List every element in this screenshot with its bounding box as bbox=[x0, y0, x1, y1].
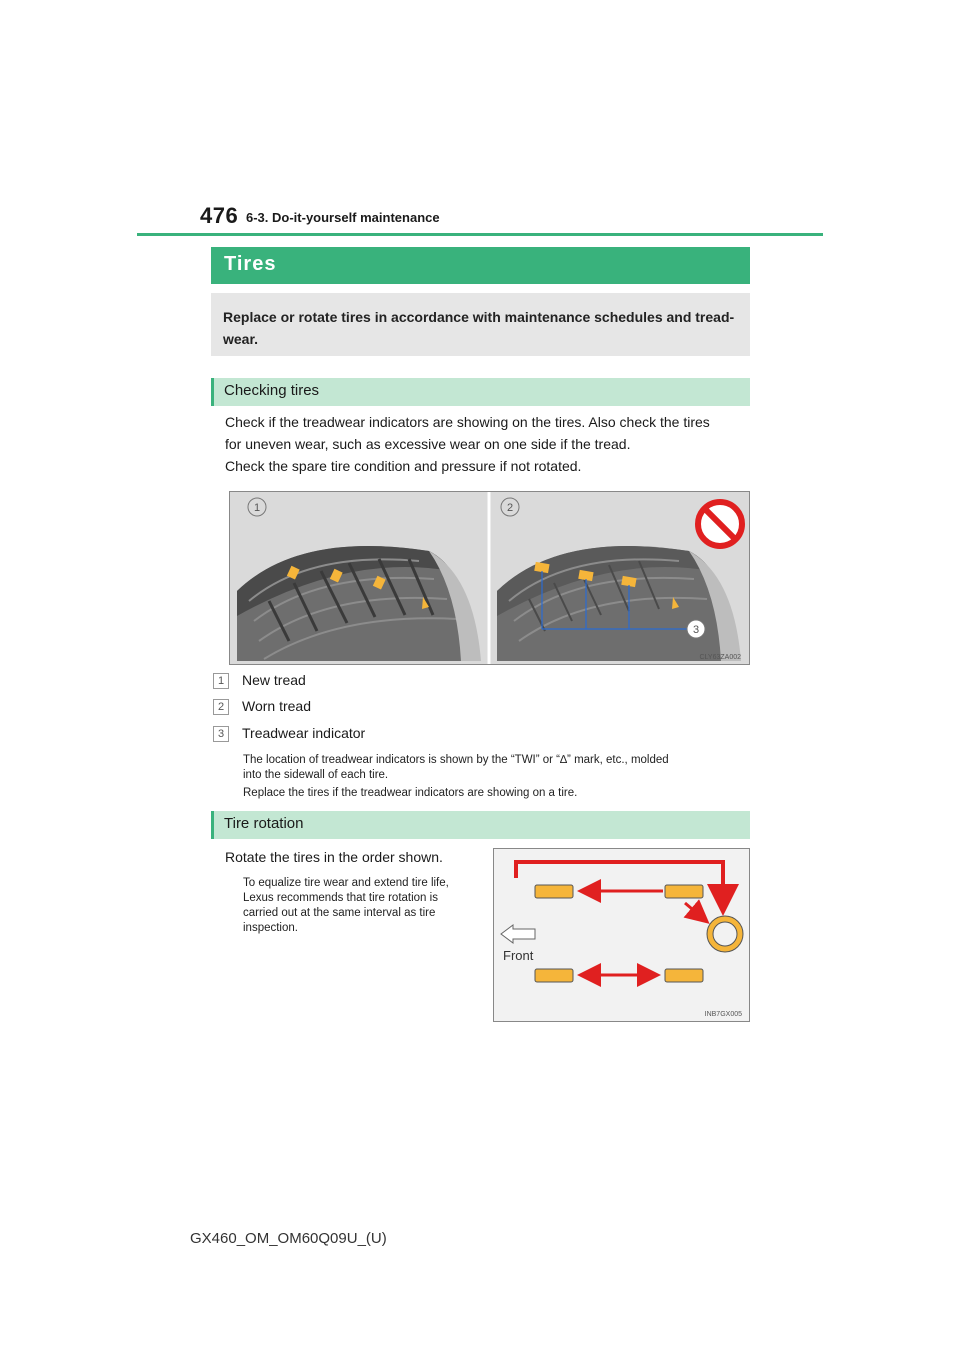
rotation-note-line-4: inspection. bbox=[243, 922, 298, 934]
page-title: Tires bbox=[224, 253, 277, 275]
rotation-text: Rotate the tires in the order shown. bbox=[225, 849, 443, 865]
checking-text-line-3: Check the spare tire condition and pressure if not rotated. bbox=[225, 458, 582, 474]
page-number: 476 bbox=[200, 203, 239, 228]
subheading-tire-rotation-label: Tire rotation bbox=[224, 815, 304, 832]
rotation-note-line-1: To equalize tire wear and extend tire life, bbox=[243, 877, 449, 889]
front-right-tire bbox=[535, 969, 573, 982]
note-line-1: The location of treadwear indicators is shown by the “TWI” or “∆” mark, etc., molded bbox=[243, 754, 669, 766]
front-label: Front bbox=[503, 948, 534, 963]
footer-document-code: GX460_OM_OM60Q09U_(U) bbox=[190, 1230, 387, 1247]
checking-text-line-1: Check if the treadwear indicators are showing on the tires. Also check the tires bbox=[225, 414, 710, 430]
legend-label-treadwear-indicator: Treadwear indicator bbox=[242, 725, 366, 741]
note-line-3: Replace the tires if the treadwear indicators are showing on a tire. bbox=[243, 787, 578, 799]
rotation-figure bbox=[493, 848, 750, 1022]
rotation-figure-code: INB7GX005 bbox=[704, 1011, 742, 1018]
legend-num-1: 1 bbox=[213, 673, 229, 689]
intro-text: Replace or rotate tires in accordance with maintenance schedules and tread-wear. bbox=[223, 309, 735, 347]
rotation-note-line-2: Lexus recommends that tire rotation is bbox=[243, 892, 438, 904]
subheading-checking-tires bbox=[211, 378, 750, 406]
front-left-tire bbox=[535, 885, 573, 898]
header-rule bbox=[137, 233, 823, 236]
rear-right-tire bbox=[665, 969, 703, 982]
subheading-checking-tires-label: Checking tires bbox=[224, 382, 320, 399]
checking-text-line-2: for uneven wear, such as excessive wear on one side if the tread. bbox=[225, 436, 631, 452]
svg-text:2: 2 bbox=[506, 502, 514, 514]
rear-left-tire bbox=[665, 885, 703, 898]
tread-figure-code: CLY63ZA002 bbox=[699, 654, 741, 661]
callout-3 bbox=[687, 620, 705, 638]
note-line-2: into the sidewall of each tire. bbox=[243, 769, 389, 781]
rotation-note-line-3: carried out at the same interval as tire bbox=[243, 907, 436, 919]
subheading-tire-rotation bbox=[211, 811, 750, 839]
intro-box bbox=[211, 293, 750, 356]
svg-text:1: 1 bbox=[253, 502, 261, 514]
legend-label-new-tread: New tread bbox=[242, 672, 306, 688]
title-bar bbox=[211, 247, 750, 284]
prohibition-icon bbox=[698, 502, 742, 546]
legend-label-worn-tread: Worn tread bbox=[242, 698, 311, 714]
tread-figure bbox=[229, 491, 750, 665]
legend-num-3: 3 bbox=[213, 726, 229, 742]
svg-text:3: 3 bbox=[692, 624, 700, 636]
legend-num-2: 2 bbox=[213, 699, 229, 715]
section-heading: 6-3. Do-it-yourself maintenance bbox=[246, 210, 440, 225]
